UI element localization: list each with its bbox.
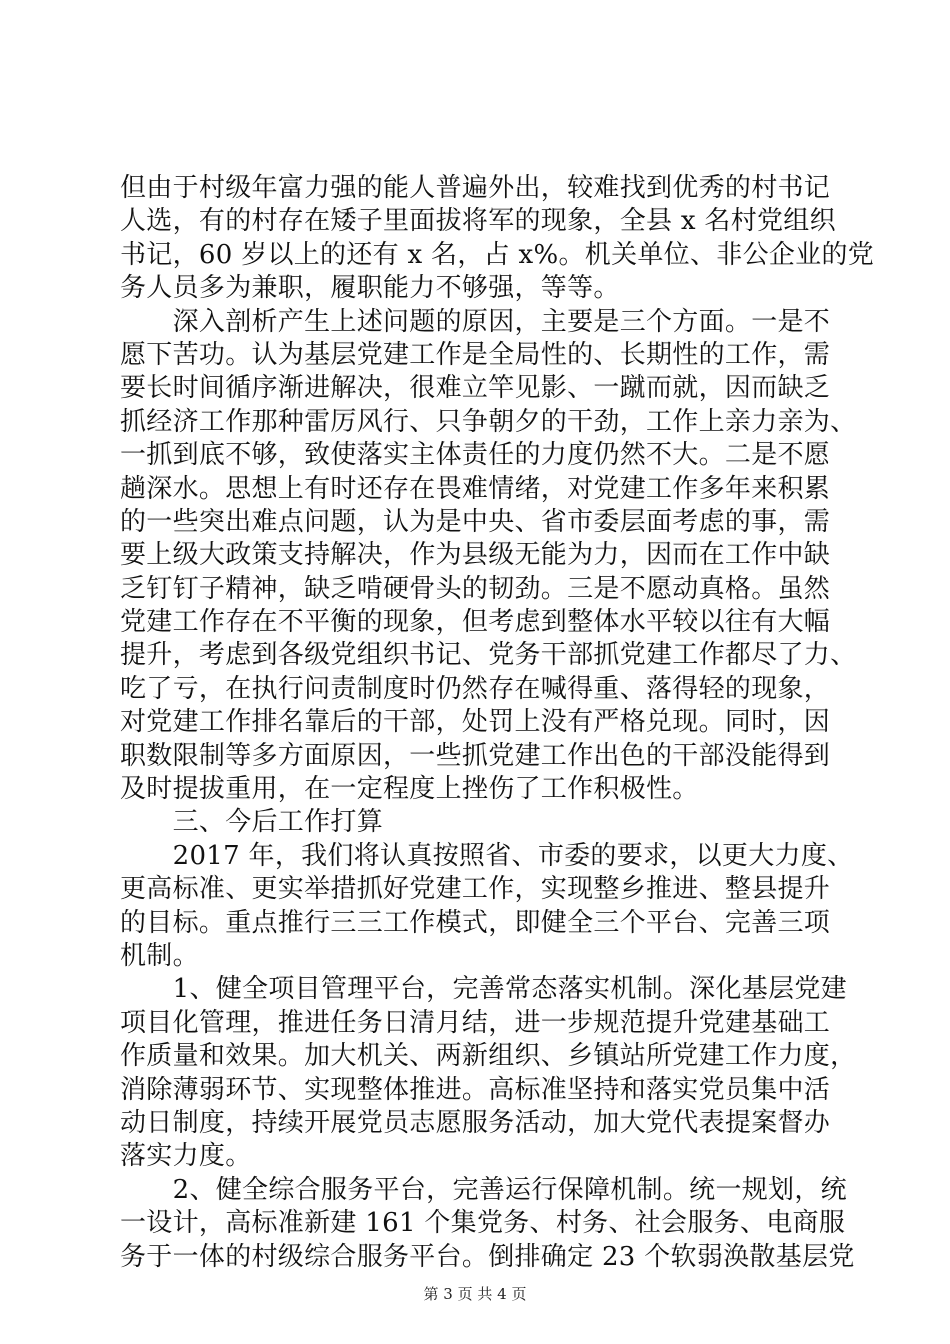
text-line: 的一些突出难点问题，认为是中央、省市委层面考虑的事，需	[120, 506, 831, 537]
text-line: 深入剖析产生上述问题的原因，主要是三个方面。一是不	[120, 306, 831, 337]
document-body	[120, 172, 875, 1274]
text-line: 项目化管理，推进任务日清月结，进一步规范提升党建基础工	[120, 1007, 831, 1038]
text-line: 落实力度。	[120, 1141, 252, 1172]
text-line: 动日制度，持续开展党员志愿服务活动，加大党代表提案督办	[120, 1107, 831, 1138]
text-line: 抓经济工作那种雷厉风行、只争朝夕的干劲，工作上亲力亲为、	[120, 406, 857, 437]
text-line: 更高标准、更实举措抓好党建工作，实现整乡推进、整县提升	[120, 874, 831, 905]
text-line: 三、今后工作打算	[120, 807, 384, 838]
text-line: 消除薄弱环节、实现整体推进。高标准坚持和落实党员集中活	[120, 1074, 831, 1105]
text-line: 要上级大政策支持解决，作为县级无能为力，因而在工作中缺	[120, 540, 831, 571]
text-line: 要长时间循序渐进解决，很难立竿见影、一蹴而就，因而缺乏	[120, 373, 831, 404]
page-footer: 第 3 页 共 4 页	[423, 1285, 527, 1303]
text-line: 人选，有的村存在矮子里面拔将军的现象，全县 x 名村党组织	[120, 206, 836, 237]
text-line: 务于一体的村级综合服务平台。倒排确定 23 个软弱涣散基层党	[120, 1241, 855, 1272]
text-line: 2、健全综合服务平台，完善运行保障机制。统一规划，统	[120, 1174, 847, 1205]
text-line: 但由于村级年富力强的能人普遍外出，较难找到优秀的村书记	[120, 173, 831, 203]
text-line: 及时提拔重用，在一定程度上挫伤了工作积极性。	[120, 774, 699, 805]
text-line: 党建工作存在不平衡的现象，但考虑到整体水平较以往有大幅	[120, 607, 831, 638]
text-line: 乏钉钉子精神，缺乏啃硬骨头的韧劲。三是不愿动真格。虽然	[120, 573, 831, 604]
text-line: 2017 年，我们将认真按照省、市委的要求，以更大力度、	[120, 840, 854, 871]
text-line: 愿下苦功。认为基层党建工作是全局性的、长期性的工作，需	[120, 339, 831, 370]
text-line: 1、健全项目管理平台，完善常态落实机制。深化基层党建	[120, 974, 847, 1005]
text-line: 趟深水。思想上有时还存在畏难情绪，对党建工作多年来积累	[120, 473, 831, 504]
text-line: 职数限制等多方面原因，一些抓党建工作出色的干部没能得到	[120, 740, 831, 771]
text-line: 务人员多为兼职，履职能力不够强，等等。	[120, 273, 620, 304]
text-line: 书记，60 岁以上的还有 x 名，占 x%。机关单位、非公企业的党	[120, 239, 875, 270]
text-line: 对党建工作排名靠后的干部，处罚上没有严格兑现。同时，因	[120, 707, 831, 738]
text-line: 机制。	[120, 940, 199, 971]
text-line: 作质量和效果。加大机关、两新组织、乡镇站所党建工作力度，	[120, 1041, 857, 1072]
text-line: 一设计，高标准新建 161 个集党务、村务、社会服务、电商服	[120, 1208, 846, 1239]
text-line: 吃了亏，在执行问责制度时仍然存在喊得重、落得轻的现象，	[120, 673, 831, 704]
text-line: 的目标。重点推行三三工作模式，即健全三个平台、完善三项	[120, 907, 831, 938]
text-line: 提升，考虑到各级党组织书记、党务干部抓党建工作都尽了力、	[120, 640, 857, 671]
text-line: 一抓到底不够，致使落实主体责任的力度仍然不大。二是不愿	[120, 440, 831, 471]
